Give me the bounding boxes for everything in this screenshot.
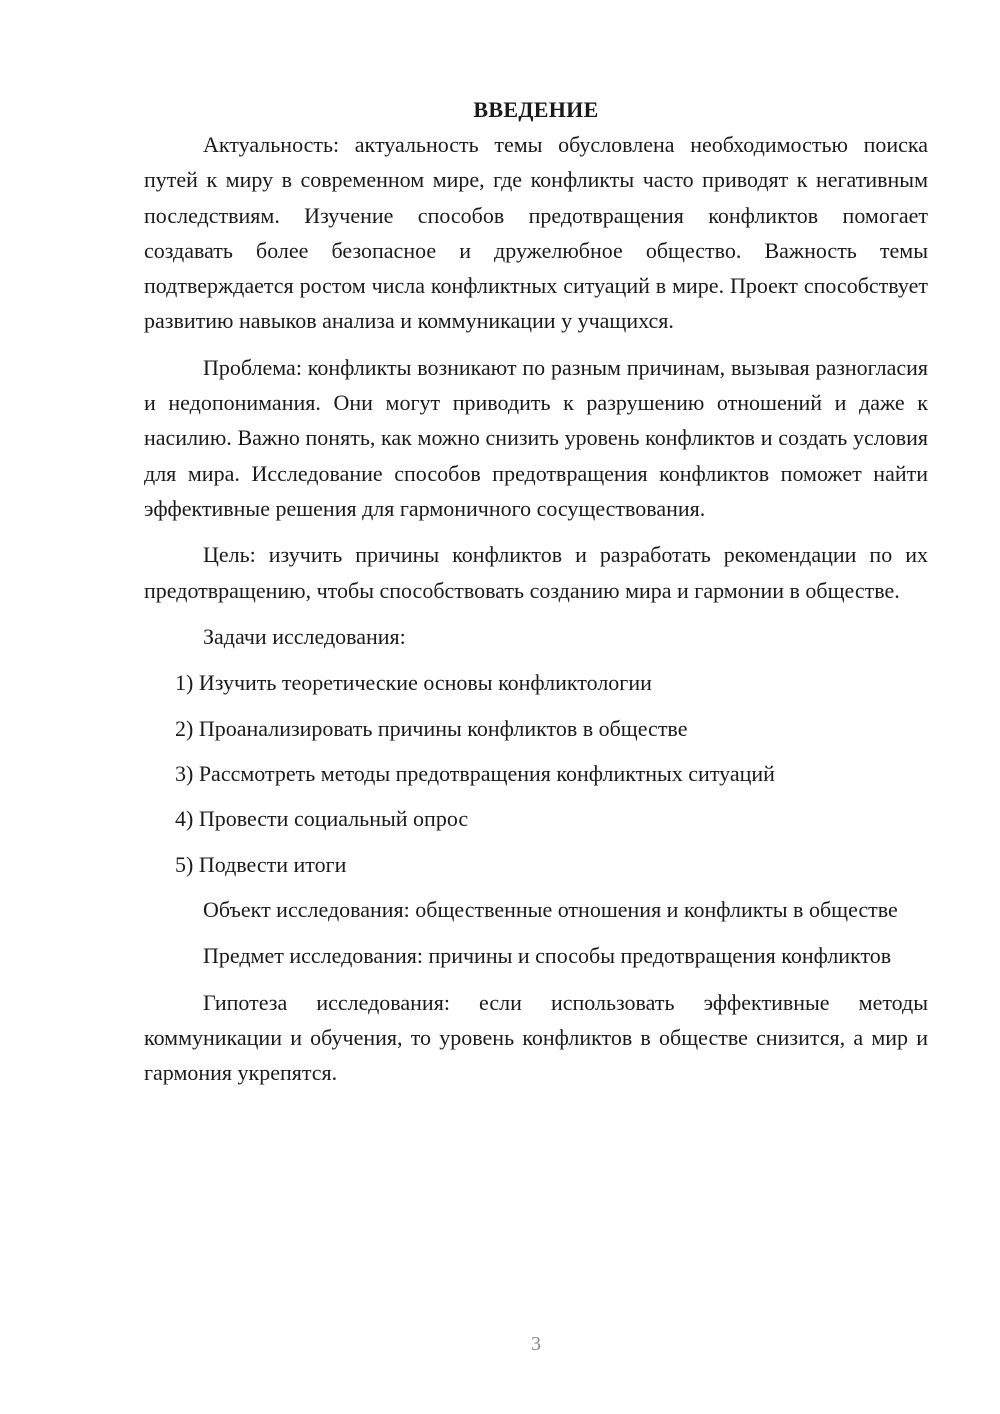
list-item: 5) Подвести итоги xyxy=(175,851,347,877)
tasks-heading: Задачи исследования: xyxy=(203,623,406,649)
goal-paragraph: Цель: изучить причины конфликтов и разработать рекомендации по их предотвращению, чтобы способствовать созданию мира и гармонии в обществе. xyxy=(144,542,928,603)
list-item: 1) Изучить теоретические основы конфликтологии xyxy=(175,670,652,696)
page-number: 3 xyxy=(531,1333,541,1355)
tasks-list xyxy=(144,665,928,882)
relevance-paragraph: Актуальность: актуальность темы обусловлена необходимостью поиска путей к миру в современном мире, где конфликты часто приводят к негативным последствиям. Изучение способов предотвращения конфликтов помогает создавать более безопасное и дружелюбное общество. Важность темы подтверждается ростом числа конфликтных ситуаций в мире. Проект способствует развитию навыков анализа и коммуникации у учащихся. xyxy=(144,132,928,334)
hypothesis-paragraph: Гипотеза исследования: если использовать эффективные методы коммуникации и обучения, то уровень конфликтов в обществе снизится, а мир и гармония укрепятся. xyxy=(144,989,928,1086)
document-page xyxy=(144,92,928,1091)
object-paragraph: Объект исследования: общественные отношения и конфликты в обществе xyxy=(203,897,898,923)
list-item: 2) Проанализировать причины конфликтов в обществе xyxy=(175,715,688,741)
problem-paragraph: Проблема: конфликты возникают по разным причинам, вызывая разногласия и недопонимания. Они могут приводить к разрушению отношений и даже к насилию. Важно понять, как можно снизить уровень конфликтов и создать условия для мира. Исследование способов предотвращения конфликтов поможет найти эффективные решения для гармоничного сосуществования. xyxy=(144,354,928,521)
page-title: ВВЕДЕНИЕ xyxy=(473,97,599,122)
list-item: 4) Провести социальный опрос xyxy=(175,806,469,832)
subject-paragraph: Предмет исследования: причины и способы предотвращения конфликтов xyxy=(203,943,892,969)
list-item: 3) Рассмотреть методы предотвращения конфликтных ситуаций xyxy=(175,760,775,786)
